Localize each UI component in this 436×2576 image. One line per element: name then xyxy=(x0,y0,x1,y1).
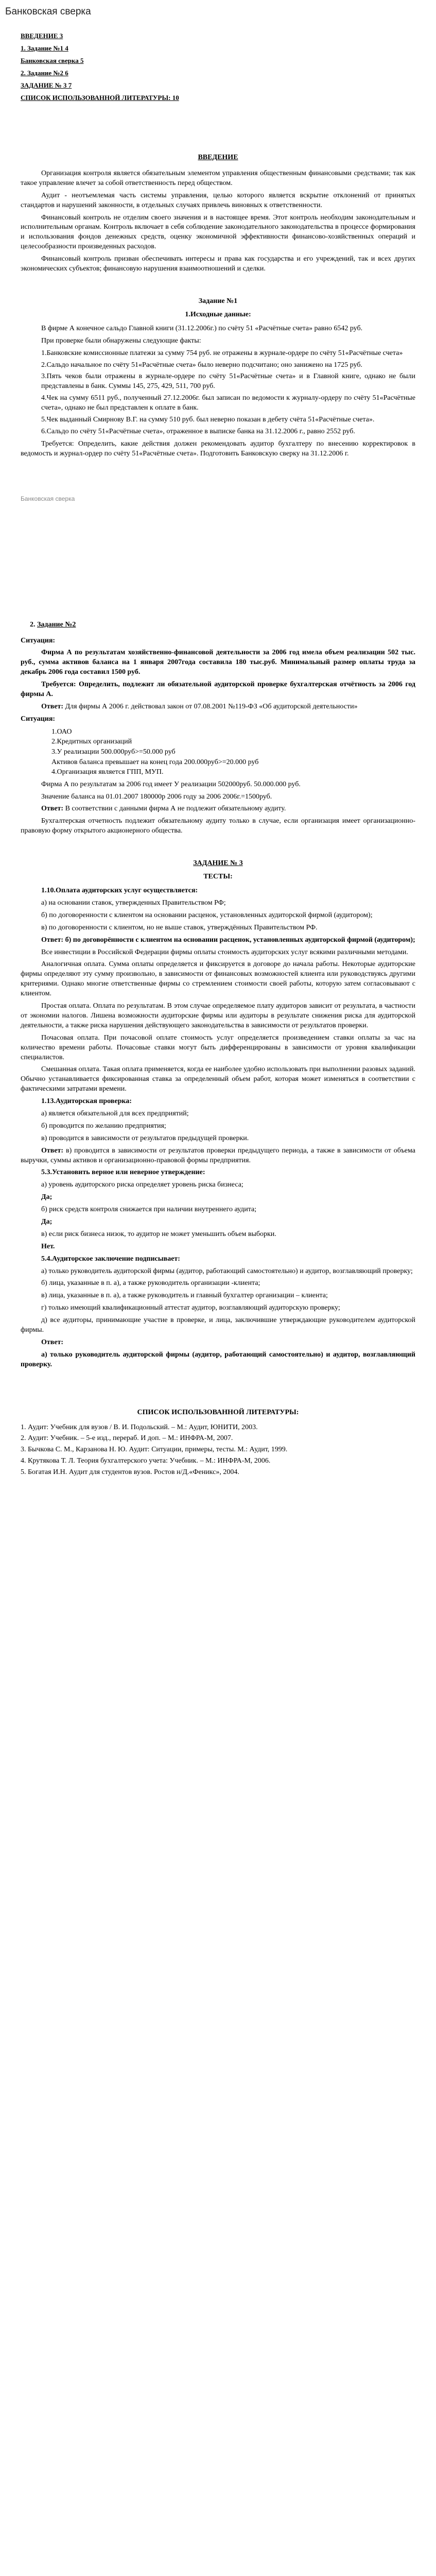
question-3: 5.3.Установить верное или неверное утверждение: xyxy=(41,1168,205,1177)
task3-heading-text: ЗАДАНИЕ № 3 xyxy=(193,859,243,868)
table-of-contents xyxy=(21,32,415,102)
task1-item: 6.Сальдо по счёту 51«Расчётные счета», отраженное в выписке банка на 31.12.2006 г., равно 2552 руб. xyxy=(41,427,355,435)
intro-paragraph: Аудит - неотъемлемая часть системы управления, целью которого является вскрытие отклонений от принятых стандартов и нарушений законности, в отдельных случаях привлечь виновных к ответственности. xyxy=(21,191,415,209)
references-heading: СПИСОК ИСПОЛЬЗОВАННОЙ ЛИТЕРАТУРЫ: xyxy=(137,1408,299,1416)
task1-heading: Задание №1 xyxy=(198,297,238,305)
task1-item: 2.Сальдо начальное по счёту 51«Расчётные счета» было неверно подсчитано; оно занижено на 1725 руб. xyxy=(41,361,363,369)
task2-situation2-list xyxy=(21,727,415,777)
task1-intro: При проверке были обнаружены следующие факты: xyxy=(41,336,201,345)
task2-heading xyxy=(21,621,415,629)
task1-intro: В фирме А конечное сальдо Главной книги (31.12.2006г.) по счёту 51 «Расчётные счета» равно 6542 руб. xyxy=(41,324,363,332)
task2-heading-text: Задание №2 xyxy=(37,620,76,629)
list-item: 1.ОАО xyxy=(51,727,72,736)
list-item: 2.Кредитных организаций xyxy=(51,738,132,746)
reference-item: 3. Бычкова С. М., Карзанова Н. Ю. Аудит: Ситуации, примеры, тесты. М.: Аудит, 1999. xyxy=(21,1446,288,1454)
page-break-label: Банковская сверка xyxy=(21,495,75,502)
toc-item-bank-reconciliation[interactable]: Банковская сверка 5 xyxy=(21,57,84,64)
task2-para: Значение баланса на 01.01.2007 180000р 2006 году за 2006 2006г.=1500руб. xyxy=(41,792,272,801)
task1-item: 4.Чек на сумму 6511 руб., полученный 27.12.2006г. был записан по ведомости к журналу-ордеру по счёту 51«Расчётные счета», однако не был представлен к оплате в банк. xyxy=(41,394,415,412)
question-4-option: а) только руководитель аудиторской фирмы (аудитор, работающий самостоятельно) и аудитор, возглавляющий проверку; xyxy=(41,1267,413,1275)
question-4-option: д) все аудиторы, принимающие участие в проверке, и лица, заключившие утверждающие руководителем аудиторской фирмы. xyxy=(21,1316,415,1334)
toc-item-task3[interactable]: ЗАДАНИЕ № 3 7 xyxy=(21,81,72,89)
toc-item-references[interactable]: СПИСОК ИСПОЛЬЗОВАННОЙ ЛИТЕРАТУРЫ: 10 xyxy=(21,94,179,101)
intro-heading: ВВЕДЕНИЕ xyxy=(198,154,238,161)
question-1-para: Смешанная оплата. Такая оплата применяется, когда ее наиболее удобно использовать при выполнении разовых заданий. Обычно устанавливается фиксированная ставка за определенный объем работ, которая может изменяться в соответствии с фактическими затратами времени. xyxy=(21,1065,415,1093)
toc-item-task2[interactable]: 2. Задание №2 6 xyxy=(21,69,68,77)
question-1-answer xyxy=(21,936,415,945)
question-4-option: б) лица, указанные в п. а), а также руководитель организации -клиента; xyxy=(41,1279,260,1287)
question-2-answer xyxy=(21,1146,415,1166)
toc-item-intro[interactable]: ВВЕДЕНИЕ 3 xyxy=(21,32,63,40)
question-1-option: а) на основании ставок, утвержденных Правительством РФ; xyxy=(41,899,226,907)
question-1-answer-label: Ответ: xyxy=(41,936,64,944)
intro-paragraph: Финансовый контроль не отделим своего значения и в настоящее время. Этот контроль необходим законодательным и исполнительным органам. Контроль включает в себя соблюдение законодательного законодательства в процессе формирования и использования фондов денежных средств, оценку экономичной эффективности финансово-хозяйственных операций и целесообразности произведенных расходов. xyxy=(21,213,415,251)
task3-heading xyxy=(21,859,415,868)
task1-item: 1.Банковские комиссионные платежи за сумму 754 руб. не отражены в журнале-ордере по счёту 51«Расчётные счета» xyxy=(41,349,403,357)
toc-item-task1[interactable]: 1. Задание №1 4 xyxy=(21,44,68,52)
question-1-para: Аналогичная оплата. Сумма оплаты определяется и фиксируется в договоре до начала работы. Некоторые аудиторские фирмы определяют эту сумму произвольно, в зависимости от финансовых возможностей клиента или руководствуясь другими критериями. Однако многие ответственные фирмы со стремлением стоимости своей работы, которую затем согласовывают с клиентом. xyxy=(21,960,415,998)
question-1-para: Простая оплата. Оплата по результатам. В этом случае определяемое плату аудиторов зависит от результата, в частности от экономии налогов. Лишена возможности аудиторские фирмы или аудиторы в результате снижения риска для аудиторской деятельности, а также риска нарушения действующего законодательства в зависимости от результатов проверки. xyxy=(21,1002,415,1029)
task2-answer-label: Ответ: xyxy=(41,702,64,710)
task2-situation2-label: Ситуация: xyxy=(21,715,56,723)
question-1-option: б) по договоренности с клиентом на основании расценок, установленных аудиторской фирмой (аудитором); xyxy=(41,911,373,919)
list-item: Активов баланса превышает на конец года 200.000руб>=20.000 руб xyxy=(51,758,259,766)
task2-conclusion-text: В соответствии с данными фирма А не подлежит обязательному аудиту. xyxy=(65,805,286,813)
question-2-option: в) проводится в зависимости от результатов предыдущей проверки. xyxy=(41,1134,249,1142)
question-3-option: в) если риск бизнеса низок, то аудитор не может уменьшить объем выборки. xyxy=(41,1230,276,1238)
document xyxy=(0,32,436,1500)
question-4-option: г) только имеющий квалификационный аттестат аудитор, возглавляющий аудиторскую проверку; xyxy=(41,1304,340,1312)
app-title: Банковская сверка xyxy=(5,6,91,17)
list-item: 3.У реализации 500.000руб>=50.000 руб xyxy=(51,748,176,756)
question-4: 5.4.Аудиторское заключение подписывает: xyxy=(41,1255,180,1263)
question-2-option: б) проводится по желанию предприятия; xyxy=(41,1122,166,1130)
reference-item: 4. Крутякова Т. Л. Теория бухгалтерского учета: Учебник. – М.: ИНФРА-М, 2006. xyxy=(21,1457,271,1465)
question-2: 1.13.Аудиторская проверка: xyxy=(41,1097,132,1106)
question-1-option: в) по договоренности с клиентом, но не выше ставок, утверждённых Правительством РФ. xyxy=(41,923,318,931)
reference-item: 1. Аудит: Учебник для вузов / В. И. Подольский. – М.: Аудит, ЮНИТИ, 2003. xyxy=(21,1423,258,1431)
task1-item: 5.Чек выданный Смирнову В.Г. на сумму 510 руб. был неверно показан в дебету счёта 51«Расчётные счета». xyxy=(41,416,375,424)
task1-required: Требуется: Определить, какие действия должен рекомендовать аудитор бухгалтеру по внесению корректировок в ведомость и журнал-ордер по счёту 51«Расчётные счета». Подготовить Банковскую сверку на 31.12.2006 г. xyxy=(21,439,415,457)
intro-paragraph: Организация контроля является обязательным элементом управления общественным финансовыми средствами; так как такое управление влечет за собой ответственность перед обществом. xyxy=(21,170,415,187)
task2-situation: Фирма А по результатам хозяйственно-финансовой деятельности за 2006 год имела объем реализации 502 тыс. руб., сумма активов баланса на 1 января 2007года составила 180 тыс.руб. Минимальный размер оплаты труда за декабрь 2006 года составил 1500 руб. xyxy=(21,649,415,676)
question-2-answer-text: в) проводится в зависимости от результатов проверки предыдущего периода, а также в зависимости от объема выручки, суммы активов и организационно-правовой формы предприятия. xyxy=(21,1146,415,1164)
question-1: 1.10.Оплата аудиторских услуг осуществляется: xyxy=(41,887,198,895)
question-1-answer-text: б) по договорённости с клиентом на основании расценок, установленных аудиторской фирмой (аудитором); xyxy=(65,936,415,944)
task2-required: Требуется: Определить, подлежит ли обязательной аудиторской проверке бухгалтерская отчётность за 2006 год фирмы А. xyxy=(21,681,415,699)
task2-answer-text: Для фирмы А 2006 г. действовал закон от 07.08.2001 №119-ФЗ «Об аудиторской деятельности» xyxy=(65,702,358,710)
question-3-answer: Да; xyxy=(41,1193,53,1201)
question-2-option: а) является обязательной для всех предприятий; xyxy=(41,1109,189,1117)
task2-conclusion-label: Ответ: xyxy=(41,805,64,813)
intro-paragraph: Финансовый контроль призван обеспечивать интересы и права как государства и его учреждений, так и всех других экономических субъектов; финансовую нарушения взаимоотношений и сделки. xyxy=(21,255,415,273)
task2-situation-label: Ситуация: xyxy=(21,636,56,645)
task2-para: Бухгалтерская отчетность подлежит обязательному аудиту только в случае, если организация имеет организационно-правовую форму открытого акционерного общества. xyxy=(21,817,415,835)
question-2-answer-label: Ответ: xyxy=(41,1146,64,1155)
task2-para: Фирма А по результатам за 2006 год имеет У реализации 502000руб. 50.000.000 руб. xyxy=(41,780,301,788)
question-1-para: Почасовая оплата. При почасовой оплате стоимость услуг определяется произведением ставки оплаты за час на количество времени работы. Почасовые ставки могут быть дифференцированы в зависимости от уровня квалификации специалистов. xyxy=(21,1033,415,1061)
question-4-option: в) лица, указанные в п. а), а также руководитель и главный бухгалтер организации – клиента; xyxy=(41,1292,328,1300)
task3-subheading: ТЕСТЫ: xyxy=(203,873,233,881)
reference-item: 2. Аудит: Учебник. – 5-е изд., перераб. И доп. – М.: ИНФРА-М, 2007. xyxy=(21,1434,233,1443)
task2-number: 2. xyxy=(30,620,36,629)
question-4-answer: а) только руководитель аудиторской фирмы (аудитор, работающий самостоятельно) и аудитор, возглавляющий проверку. xyxy=(21,1350,415,1368)
question-3-answer: Да; xyxy=(41,1217,53,1226)
task2-answer xyxy=(21,702,415,712)
question-4-answer-label: Ответ: xyxy=(41,1338,64,1346)
question-1-para: Все инвестиции в Российской Федерации фирмы оплаты стоимость аудиторских услуг всякими различными методами. xyxy=(41,948,408,956)
reference-item: 5. Богатая И.Н. Аудит для студентов вузов. Ростов н/Д.«Феникс», 2004. xyxy=(21,1468,239,1477)
question-3-option: а) уровень аудиторского риска определяет уровень риска бизнеса; xyxy=(41,1181,243,1189)
question-3-answer: Нет. xyxy=(41,1242,55,1250)
question-3-option: б) риск средств контроля снижается при наличии внутреннего аудита; xyxy=(41,1206,257,1214)
task1-subheading: 1.Исходные данные: xyxy=(185,310,251,318)
list-item: 4.Организация является ГПП, МУП. xyxy=(51,768,164,776)
task1-item: 3.Пять чеков были отражены в журнале-ордере по счёту 51«Расчётные счета» и в Главной книге, однако не были представлены в банк. Суммы 145, 275, 429, 511, 700 руб. xyxy=(41,372,415,391)
task2-conclusion xyxy=(21,804,415,814)
